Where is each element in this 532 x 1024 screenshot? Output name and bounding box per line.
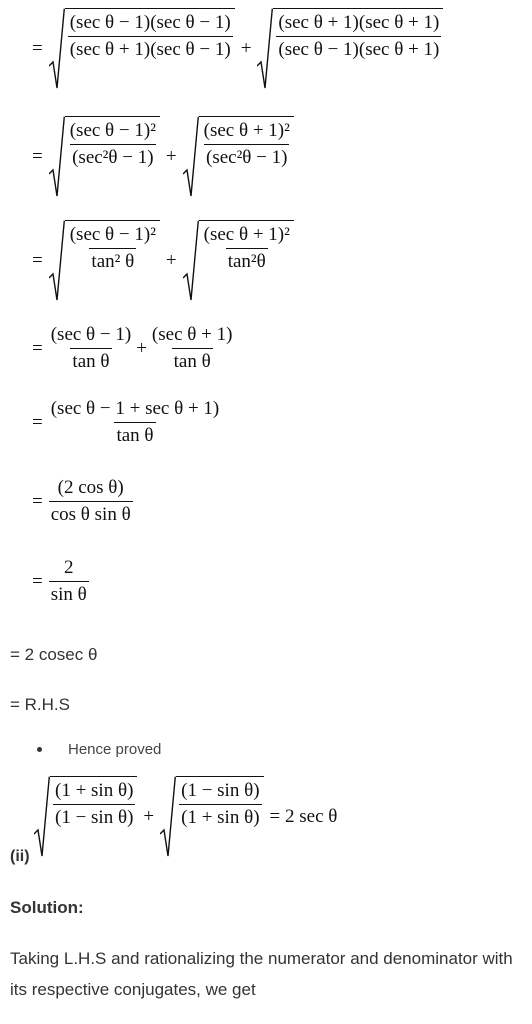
numerator: (sec θ − 1 + sec θ + 1) [50,398,220,419]
equals-sign: = [32,38,43,59]
sqrt-left [49,220,160,302]
fraction [276,12,441,61]
denominator: tan²θ [226,248,268,273]
solution-paragraph: Taking L.H.S and rationalizing the numerator and denominator with its respective conjugates, we get [10,949,513,999]
denominator: (sec²θ − 1) [204,144,289,169]
radical-sign-icon [183,220,199,302]
fraction [49,477,133,526]
denominator: cos θ sin θ [49,501,133,526]
denominator: sin θ [49,581,89,606]
step-2 [32,116,294,198]
numerator: (1 − sin θ) [181,780,260,801]
fraction [150,324,234,373]
numerator: (sec θ − 1)(sec θ − 1) [69,12,231,33]
problem-ii-equation [34,776,337,858]
denominator: tan² θ [89,248,136,273]
equals-sign: = [32,490,43,512]
fraction [68,12,233,61]
sqrt-right [160,776,263,858]
numerator: (sec θ − 1)² [69,224,156,245]
denominator: (sec θ − 1)(sec θ + 1) [276,36,441,61]
plus-operator: + [165,146,177,167]
result-line: = 2 cosec θ [10,645,98,664]
radical-sign-icon [49,116,65,198]
radical-sign-icon [49,220,65,302]
solution-heading: Solution: [10,898,84,917]
fraction [53,780,135,829]
sqrt-left [49,116,160,198]
radical-sign-icon [257,8,273,90]
equation-rhs: = 2 sec θ [269,806,338,827]
radical-sign-icon [34,776,50,858]
fraction [68,224,158,273]
numerator: (sec θ + 1)(sec θ + 1) [278,12,440,33]
numerator: (2 cos θ) [57,477,124,498]
step-3 [32,220,294,302]
numerator: (sec θ − 1)² [69,120,156,141]
radical-sign-icon [49,8,65,90]
fraction [202,120,292,169]
denominator: (sec²θ − 1) [70,144,155,169]
radical-sign-icon [160,776,176,858]
denominator: (1 + sin θ) [179,804,261,829]
denominator: (1 − sin θ) [53,804,135,829]
sqrt-left [49,8,235,90]
numerator: (1 + sin θ) [55,780,134,801]
fraction [49,324,133,373]
equals-sign: = [32,570,43,592]
equals-sign: = [32,250,43,271]
fraction [68,120,158,169]
equals-sign: = [32,337,43,359]
plus-operator: + [136,337,147,359]
sqrt-left [34,776,137,858]
plus-operator: + [165,250,177,271]
step-4 [32,324,234,373]
numerator: 2 [63,557,74,578]
denominator: tan θ [70,348,111,373]
step-1 [32,8,443,90]
sqrt-right [183,220,294,302]
fraction [202,224,292,273]
bullet-item [37,741,161,758]
rhs-line: = R.H.S [10,695,70,714]
bullet-text: Hence proved [68,741,162,758]
step-7 [32,557,89,606]
denominator: tan θ [114,422,155,447]
step-5 [32,398,221,447]
problem-label: (ii) [10,848,30,865]
equals-sign: = [32,411,43,433]
sqrt-right [257,8,443,90]
numerator: (sec θ + 1)² [203,224,290,245]
step-6 [32,477,133,526]
fraction [49,398,222,447]
fraction [179,780,261,829]
bullet-dot-icon [37,747,42,752]
denominator: tan θ [172,348,213,373]
numerator: (sec θ − 1) [50,324,132,345]
plus-operator: + [143,806,155,827]
fraction [49,557,89,606]
numerator: (sec θ + 1) [151,324,233,345]
sqrt-right [183,116,294,198]
numerator: (sec θ + 1)² [203,120,290,141]
equals-sign: = [32,146,43,167]
denominator: (sec θ + 1)(sec θ − 1) [68,36,233,61]
plus-operator: + [240,38,252,59]
radical-sign-icon [183,116,199,198]
